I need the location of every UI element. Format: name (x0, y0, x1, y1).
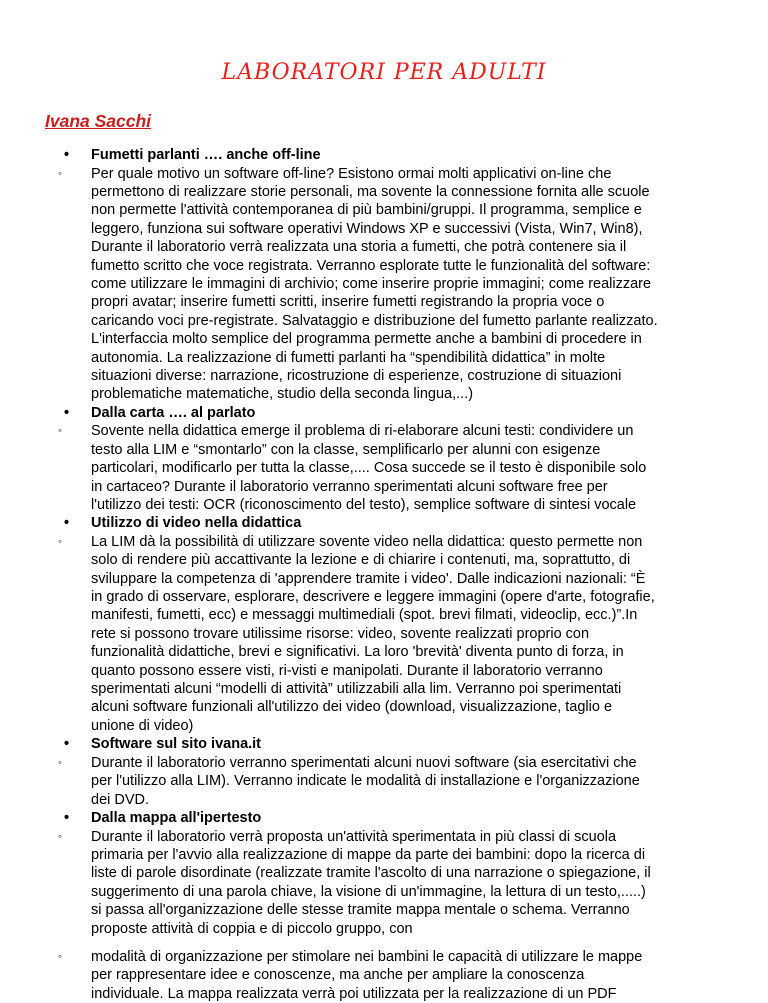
section-heading-text: Dalla carta …. al parlato (91, 404, 256, 421)
text-line: rete si possono trovare utilissime risorse: video, sovente realizzati proprio con (91, 625, 590, 642)
section (0, 404, 768, 515)
text-line: propri avatar; inserire fumetti scritti, inserire fumetti registrando la propria voce o (91, 294, 605, 311)
text-line: suggerimento di una parola chiave, la visione di un'immagine, la lettura di un testo,.....) (91, 883, 646, 900)
author-name: Ivana Sacchi (45, 111, 152, 131)
text-line: autonomia. La realizzazione di fumetti parlanti ha “spendibilità didattica” in molte (91, 349, 606, 366)
text-line: liste di parole disordinate (realizzate tramite l'ascolto di una narrazione o spiegazione, il (91, 865, 651, 882)
section-heading (0, 735, 768, 754)
section-heading (0, 514, 768, 533)
text-line: Durante il laboratorio verrà proposta un'attività sperimentata in più classi di scuola (91, 828, 617, 845)
sub-bullet-icon: ◦ (58, 830, 62, 843)
sub-bullet-paragraph (0, 948, 721, 1003)
bullet-icon: • (64, 810, 70, 826)
text-line: per rappresentare idee e conoscenze, ma anche per ampliare la conoscenza (91, 967, 585, 984)
text-line: Durante il laboratorio verranno sperimentati alcuni nuovi software (sia esercitativi che (91, 754, 637, 771)
text-line: La LIM dà la possibilità di utilizzare sovente video nella didattica: questo permette non (91, 533, 643, 550)
text-line: particolari, modificarlo per tutta la classe,.... Cosa succede se il testo è disponibile solo (91, 460, 647, 477)
text-line: caricando voci pre-registrate. Salvataggio e distribuzione del fumetto parlante realizzato. (91, 312, 658, 329)
bullet-icon: • (64, 736, 70, 753)
section-list (0, 146, 768, 1003)
bullet-icon: • (64, 404, 70, 421)
text-line: si passa all'organizzazione delle stesse tramite mappa mentale o schema. Verranno (91, 902, 630, 919)
sub-bullet-icon: ◦ (58, 535, 62, 548)
text-line: dei DVD. (91, 791, 150, 808)
section (0, 809, 768, 1003)
text-line: individuale. La mappa realizzata verrà poi utilizzata per la realizzazione di un PDF (91, 985, 617, 1002)
text-line: solo di rendere più accattivante la lezione e di chiarire i contenuti, ma, soprattutto, di (91, 552, 631, 569)
text-line: L'interfaccia molto semplice del programma permette anche a bambini di procedere in (91, 331, 642, 348)
section-heading-text: Fumetti parlanti …. anche off-line (91, 147, 321, 163)
section-heading-text: Utilizzo di video nella didattica (91, 515, 302, 532)
section (0, 735, 768, 809)
sub-bullet-paragraph (0, 533, 721, 735)
text-line: sviluppare la competenza di 'apprendere tramite i video'. Dalle indicazioni nazionali: “È (91, 570, 646, 587)
text-line: l'utilizzo dei testi: OCR (riconoscimento del testo), semplice software di sintesi vocale (91, 496, 637, 513)
sub-bullet-paragraph (0, 165, 721, 404)
section (0, 146, 768, 404)
text-line: fumetto scritto che voce registrata. Verranno esplorate tutte le funzionalità del software: (91, 257, 651, 274)
text-line: sperimentati alcuni “modelli di attività” utilizzabili alla lim. Verranno poi sperimentati (91, 681, 622, 698)
sub-bullet-icon: ◦ (58, 425, 62, 438)
section-heading-text: Software sul sito ivana.it (91, 736, 262, 753)
section-heading (0, 146, 768, 165)
text-line: primaria per l'avvio alla realizzazione di mappe da parte dei bambini: dopo la ricerca di (91, 846, 646, 863)
text-line: quanto possono essere visti, ri-visti e manipolati. Durante il laboratorio verranno (91, 662, 603, 679)
text-line: Per quale motivo un software off-line? Esistono ormai molti applicativi on-line che (91, 165, 612, 182)
sub-bullet-paragraph (0, 422, 721, 514)
text-line: leggero, funziona sui software operativi Windows XP e successivi (Vista, Win7, Win8), (91, 220, 643, 237)
text-line: funzionalità didattiche, brevi e significativi. La loro 'brevità' diventa punto di forza, in (91, 644, 624, 661)
sub-bullet-icon: ◦ (58, 167, 62, 180)
text-line: situazioni diverse: narrazione, ricostruzione di esperienze, costruzione di situazioni (91, 367, 622, 384)
section (0, 514, 768, 735)
text-line: Sovente nella didattica emerge il problema di ri-elaborare alcuni testi: condividere un (91, 423, 634, 440)
document-title: LABORATORI PER ADULTI (221, 60, 547, 85)
text-line: per l'utilizzo alla LIM). Verranno indicate le modalità di installazione e l'organizzazione (91, 773, 640, 790)
text-line: modalità di organizzazione per stimolare nei bambini le capacità di utilizzare le mappe (91, 948, 643, 965)
text-line: unione di video) (91, 717, 194, 734)
section-heading (0, 809, 768, 828)
sub-bullet-paragraph (0, 754, 721, 809)
bullet-icon: • (64, 515, 70, 532)
section-heading-text: Dalla mappa all'ipertesto (91, 810, 262, 826)
section-heading (0, 404, 768, 423)
sub-bullet-icon: ◦ (58, 756, 62, 769)
text-line: manifesti, fumetti, ecc) e messaggi multimediali (spot. brevi filmati, videoclip, ecc.)”.In (91, 607, 638, 624)
bullet-icon: • (64, 147, 70, 163)
text-line: non permette l'attività contemporanea di più bambini/gruppi. Il programma, semplice e (91, 202, 642, 219)
text-line: Durante il laboratorio verrà realizzata una storia a fumetti, che potrà contenere sia il (91, 239, 627, 256)
text-line: problematiche matematiche, studio della seconda lingua,...) (91, 386, 474, 403)
text-line: alcuni software funzionali all'utilizzo dei video (download, visualizzazione, taglio e (91, 699, 613, 716)
sub-bullet-paragraph (0, 828, 721, 938)
text-line: in cartaceo? Durante il laboratorio verranno sperimentati alcuni software free per (91, 478, 608, 495)
text-line: come utilizzare le immagini di archivio; come inserire proprie immagini; come realizzare (91, 275, 652, 292)
text-line: permettono di realizzare storie personali, ma sovente la connessione fornita alle scuole (91, 183, 650, 200)
text-line: in grado di osservare, esplorare, descrivere e leggere immagini (opere d'arte, fotografie, (91, 589, 655, 606)
text-line: testo alla LIM e “smontarlo” con la classe, semplificarlo per alunni con esigenze (91, 441, 601, 458)
text-line: proposte attività di coppia e di piccolo gruppo, con (91, 920, 413, 937)
sub-bullet-icon: ◦ (58, 950, 62, 963)
